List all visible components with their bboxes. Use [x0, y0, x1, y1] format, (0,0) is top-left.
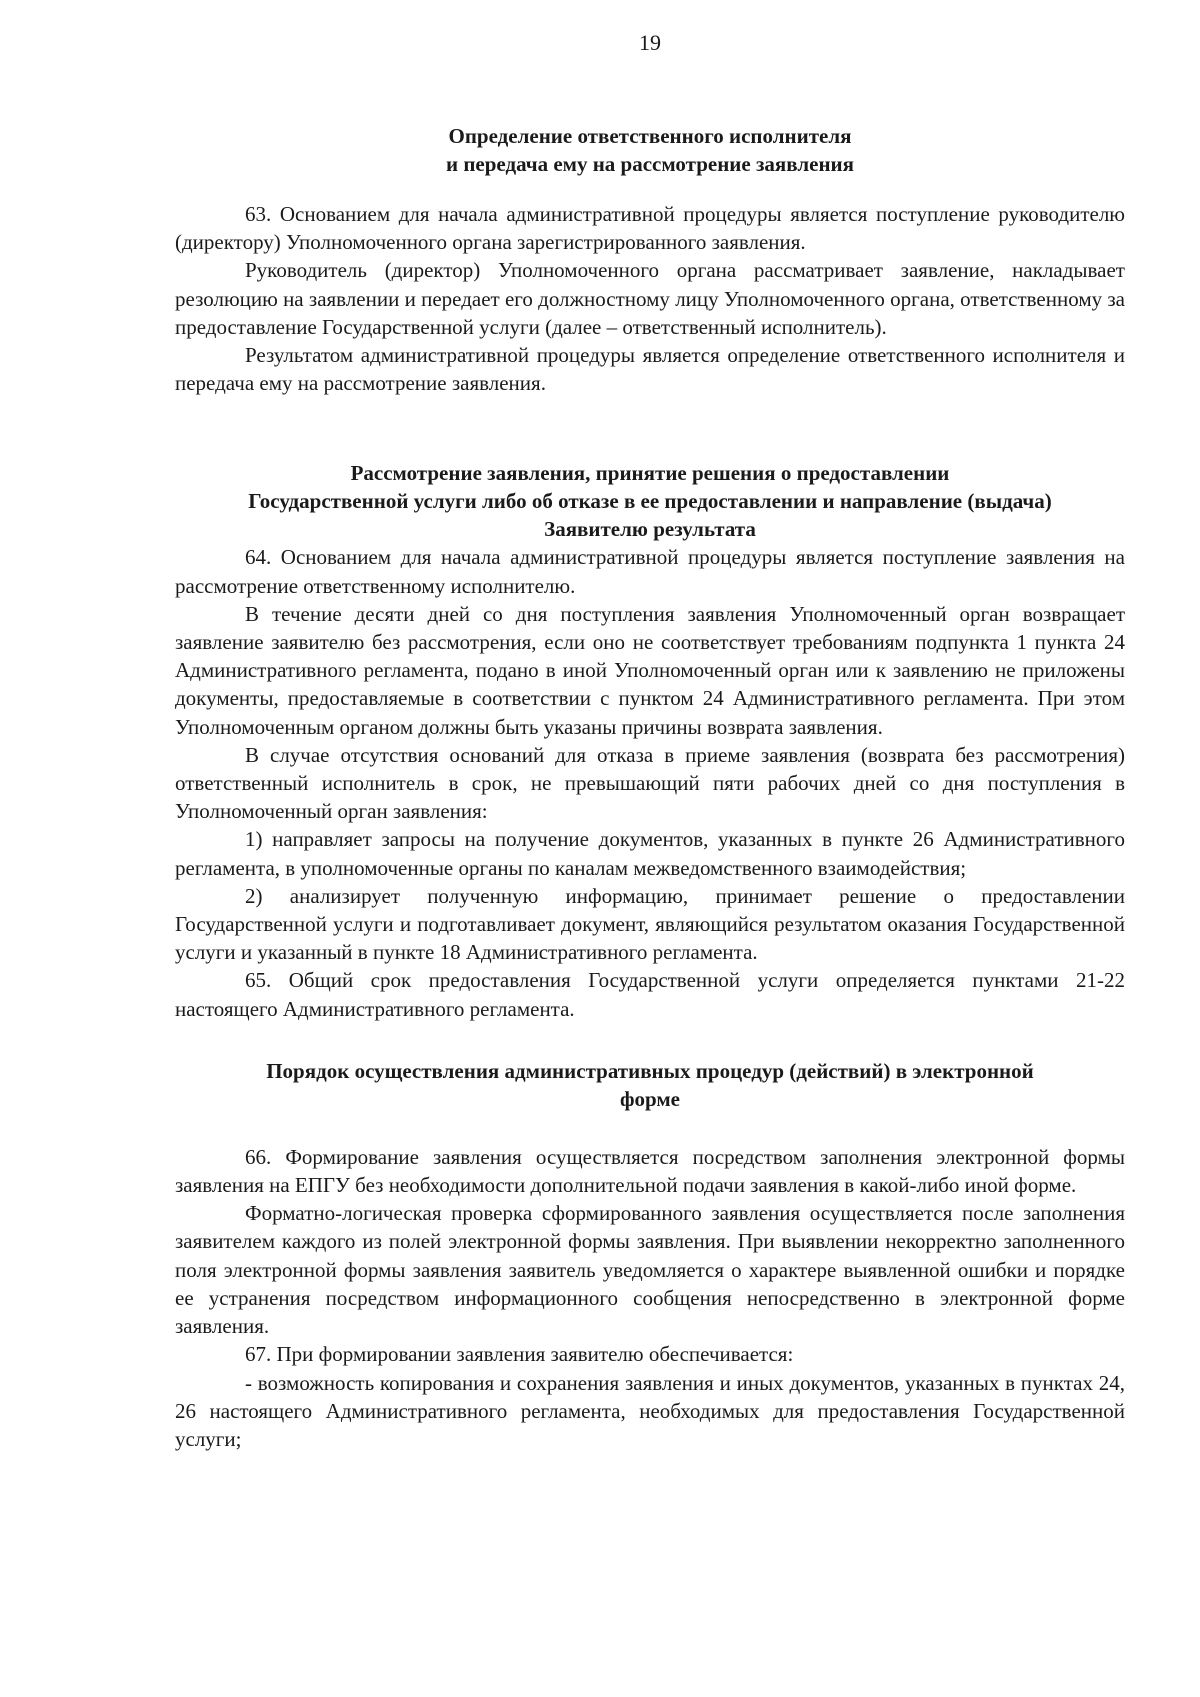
paragraph-64: 64. Основанием для начала административной процедуры является поступление заявления на рассмотрение ответственному исполнителю.: [175, 545, 1125, 598]
paragraph: В случае отсутствия оснований для отказа в приеме заявления (возврата без рассмотрения) ответственный исполнитель в срок, не превышающий пяти рабочих дней со дня поступления в Уполномоченный орган заявления:: [175, 742, 1125, 824]
paragraph: Результатом административной процедуры является определение ответственного исполнителя и передача ему на рассмотрение заявления.: [175, 343, 1125, 396]
paragraph: Руководитель (директор) Уполномоченного органа рассматривает заявление, накладывает резолюцию на заявлении и передает его должностному лицу Уполномоченного органа, ответственному за предоставление Государственной услуги (далее – ответственный исполнитель).: [175, 258, 1125, 339]
document-page: [175, 30, 1125, 1670]
paragraph-63: 63. Основанием для начала административной процедуры является поступление руководителю (директору) Уполномоченного органа зарегистрированного заявления.: [175, 202, 1125, 255]
section-heading-responsible-executor: [175, 122, 1125, 178]
heading-line: Государственной услуги либо об отказе в ее предоставлении и направление (выдача): [248, 489, 1052, 514]
paragraph-65: 65. Общий срок предоставления Государственной услуги определяется пунктами 21-22 настоящего Административного регламента.: [175, 968, 1125, 1021]
paragraph-66: 66. Формирование заявления осуществляется посредством заполнения электронной формы заявления на ЕПГУ без необходимости дополнительной подачи заявления в какой-либо иной форме.: [175, 1144, 1125, 1198]
page-number: 19: [639, 30, 661, 55]
heading-line: Определение ответственного исполнителя: [448, 124, 852, 148]
heading-line: Рассмотрение заявления, принятие решения о предоставлении: [350, 461, 950, 486]
section-heading-application-review: [175, 459, 1125, 543]
heading-line: Порядок осуществления административных процедур (действий) в электронной: [266, 1058, 1034, 1083]
list-item-2: 2) анализирует полученную информацию, принимает решение о предоставлении Государственной услуги и подготавливает документ, являющийся результатом оказания Государственной услуги и указанный в пункте 18 Административного регламента.: [175, 883, 1125, 965]
section-heading-electronic-procedures: [175, 1057, 1125, 1113]
heading-line: Заявителю результата: [544, 517, 756, 542]
paragraph: Форматно-логическая проверка сформированного заявления осуществляется после заполнения заявителем каждого из полей электронной формы заявления. При выявлении некорректно заполненного поля электронной формы заявления заявитель уведомляется о характере выявленной ошибки и порядке ее устранения посредством информационного сообщения непосредственно в электронной форме заявления.: [175, 1201, 1125, 1339]
list-item-dash: - возможность копирования и сохранения заявления и иных документов, указанных в пунктах 24, 26 настоящего Административного регламента, необходимых для предоставления Государственной услуги;: [175, 1370, 1125, 1451]
heading-line: и передача ему на рассмотрение заявления: [445, 152, 855, 176]
paragraph: В течение десяти дней со дня поступления заявления Уполномоченный орган возвращает заявление заявителю без рассмотрения, если оно не соответствует требованиям подпункта 1 пункта 24 Административного регламента, подано в иной Уполномоченный орган или к заявлению не приложены документы, предоставляемые в соответствии с пунктом 24 Административного регламента. При этом Уполномоченным органом должны быть указаны причины возврата заявления.: [175, 601, 1125, 739]
heading-line: форме: [619, 1086, 681, 1111]
list-item-1: 1) направляет запросы на получение документов, указанных в пункте 26 Административного регламента, в уполномоченные органы по каналам межведомственного взаимодействия;: [175, 827, 1125, 880]
paragraph-67: 67. При формировании заявления заявителю обеспечивается:: [245, 1342, 794, 1367]
